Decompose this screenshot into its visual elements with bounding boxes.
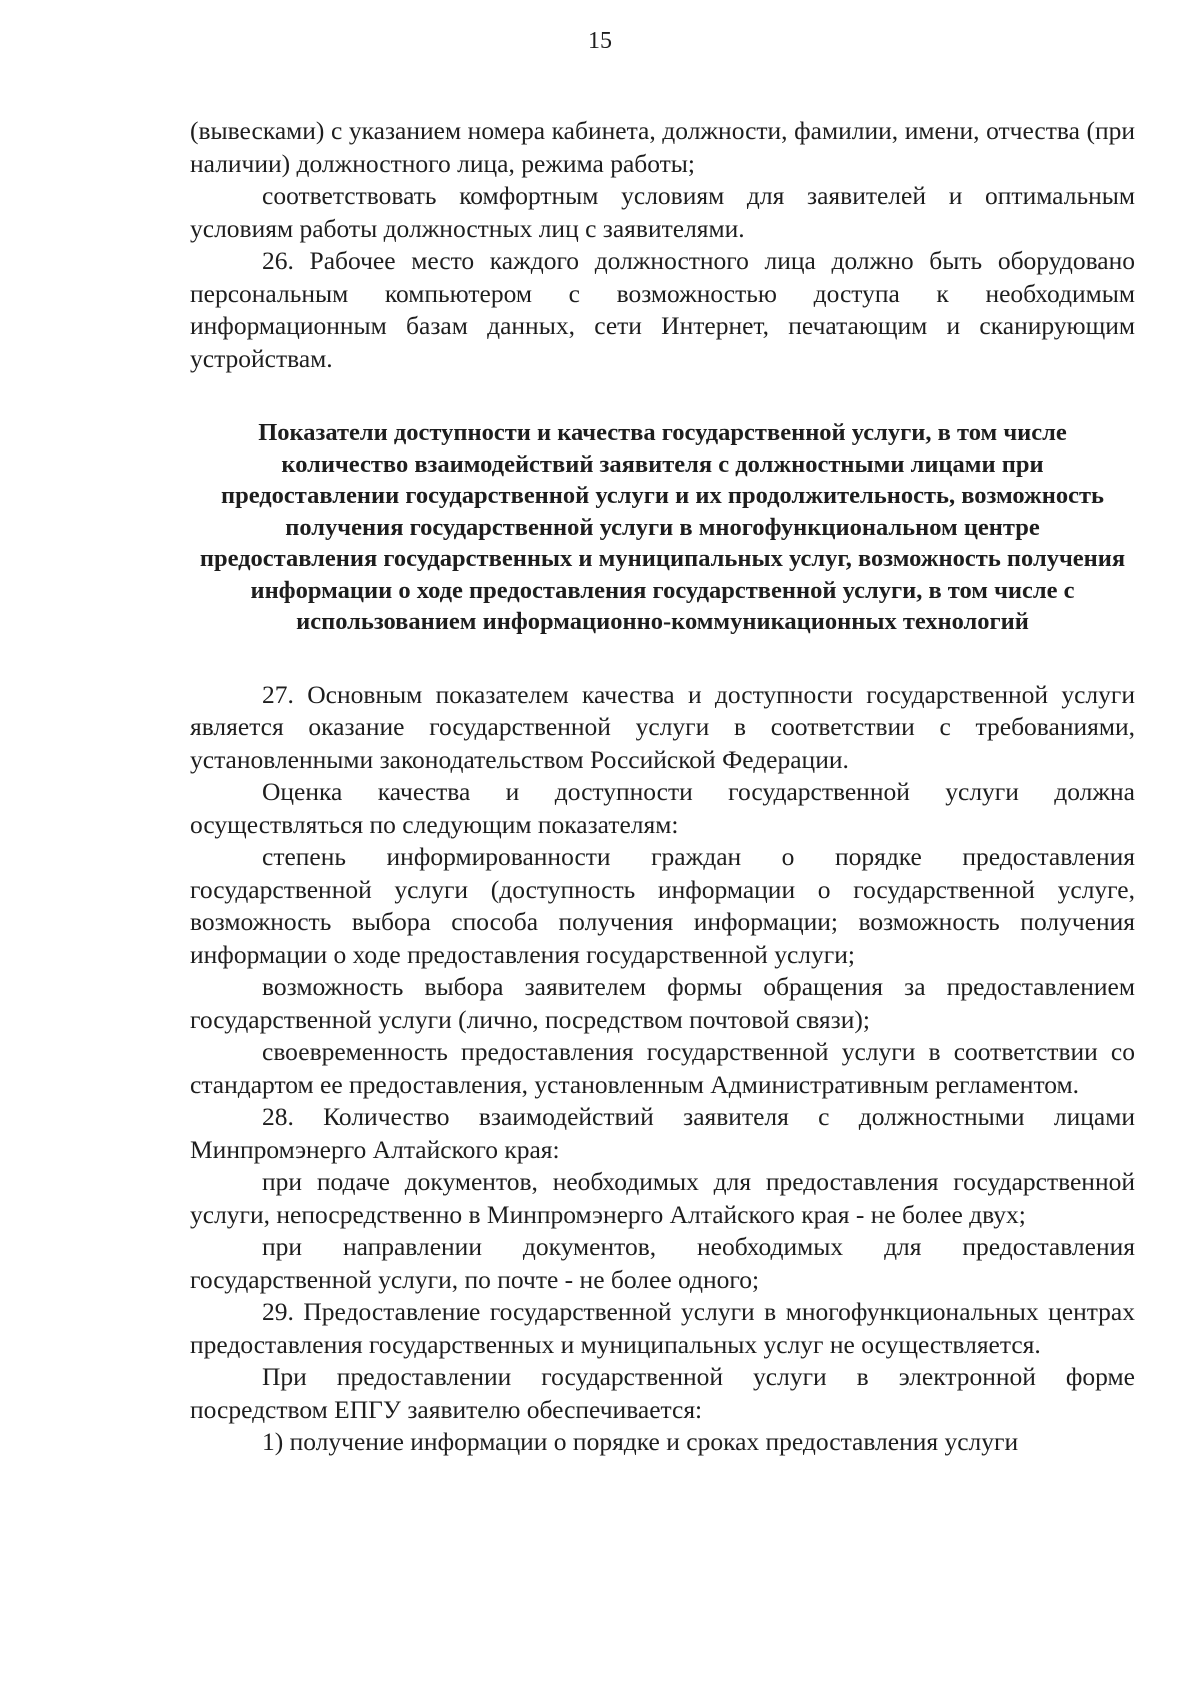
paragraph-item-29: 29. Предоставление государственной услуги в многофункциональных центрах предоставления государственных и муниципальных услуг не осуществляется.: [190, 1297, 1135, 1359]
paragraph-item-27: 27. Основным показателем качества и доступности государственной услуги является оказание государственной услуги в соответствии с требованиями, установленными законодательством Российской Федерации.: [190, 679, 1135, 774]
paragraph-postal-submission: при направлении документов, необходимых для предоставления государственной услуги, по почте - не более одного;: [190, 1232, 1135, 1294]
document-body: [190, 115, 1135, 1459]
paragraph-comfort-conditions: соответствовать комфортным условиям для заявителей и оптимальным условиям работы должностных лиц с заявителями.: [190, 181, 1135, 243]
paragraph-item-26: 26. Рабочее место каждого должностного лица должно быть оборудовано персональным компьютером с возможностью доступа к необходимым информационным базам данных, сети Интернет, печатающим и сканирующим устройствам.: [190, 246, 1135, 373]
paragraph-electronic-form: При предоставлении государственной услуги в электронной форме посредством ЕПГУ заявителю обеспечивается:: [190, 1362, 1135, 1424]
paragraph-timeliness-indicator: своевременность предоставления государственной услуги в соответствии со стандартом ее предоставления, установленным Административным регламентом.: [190, 1037, 1135, 1099]
paragraph-awareness-indicator: степень информированности граждан о порядке предоставления государственной услуги (доступность информации о государственной услуге, возможность выбора способа получения информации; возможность получения информации о ходе предоставления государственной услуги;: [190, 842, 1135, 969]
paragraph-signage-continuation: (вывесками) с указанием номера кабинета, должности, фамилии, имени, отчества (при наличии) должностного лица, режима работы;: [190, 116, 1135, 178]
paragraph-list-item-1: 1) получение информации о порядке и сроках предоставления услуги: [262, 1427, 1019, 1456]
section-heading: Показатели доступности и качества государственной услуги, в том числе количество взаимодействий заявителя с должностными лицами при предоставлении государственной услуги и их продолжительность, возможность получения государственной услуги в многофункциональном центре предоставления государственных и муниципальных услуг, возможность получения информации о ходе предоставления государственной услуги, в том числе с использованием информационно-коммуникационных технологий: [199, 419, 1126, 635]
paragraph-quality-assessment: Оценка качества и доступности государственной услуги должна осуществляться по следующим показателям:: [190, 777, 1135, 839]
paragraph-request-form-indicator: возможность выбора заявителем формы обращения за предоставлением государственной услуги (лично, посредством почтовой связи);: [190, 972, 1135, 1034]
page-number: 15: [588, 28, 612, 54]
paragraph-item-28: 28. Количество взаимодействий заявителя с должностными лицами Минпромэнерго Алтайского края:: [190, 1102, 1135, 1164]
paragraph-in-person-submission: при подаче документов, необходимых для предоставления государственной услуги, непосредственно в Минпромэнерго Алтайского края - не более двух;: [190, 1167, 1135, 1229]
